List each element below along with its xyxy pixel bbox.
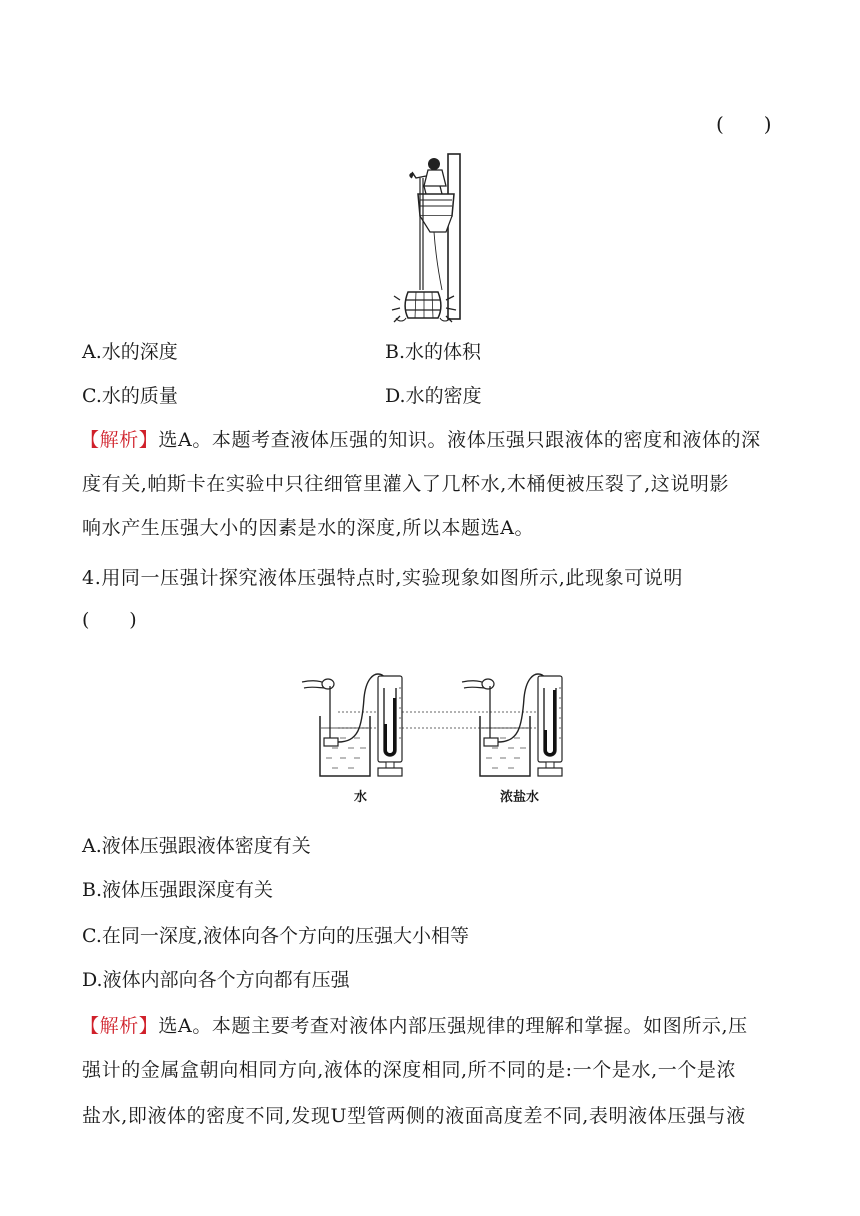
q4-analysis-line-2: 强计的金属盒朝向相同方向,液体的深度相同,所不同的是:一个是水,一个是浓 [82,1059,737,1081]
q3-option-a: A.水的深度 [82,341,178,363]
answer-bracket: ( ) [716,112,772,136]
q4-stem-line-1: 4.用同一压强计探究液体压强特点时,实验现象如图所示,此现象可说明 [82,567,684,589]
q4-analysis-line-1: 【解析】选A。本题主要考查对液体内部压强规律的理解和掌握。如图所示,压 [80,1015,748,1037]
q4-analysis-line-3: 盐水,即液体的密度不同,发现U型管两侧的液面高度差不同,表明液体压强与液 [82,1105,746,1127]
q4-stem-line-2: ( ) [82,609,138,631]
q3-analysis-line-1: 【解析】选A。本题考查液体压强的知识。液体压强只跟液体的密度和液体的深 [80,429,761,451]
q3-option-c: C.水的质量 [82,385,178,407]
right-apparatus [462,674,562,776]
pascal-barrel-figure [390,150,480,325]
analysis-tag: 【解析】 [80,1015,159,1037]
figure-label-water: 水 [354,790,368,805]
q4-option-c: C.在同一深度,液体向各个方向的压强大小相等 [82,925,469,947]
left-apparatus [302,674,402,776]
figure-label-brine: 浓盐水 [500,790,540,805]
q3-analysis-line-3: 响水产生压强大小的因素是水的深度,所以本题选A。 [82,517,535,539]
q4-option-b: B.液体压强跟深度有关 [82,879,274,901]
q3-analysis-line-2: 度有关,帕斯卡在实验中只往细管里灌入了几杯水,木桶便被压裂了,这说明影 [82,473,730,495]
q4-option-a: A.液体压强跟液体密度有关 [82,835,311,857]
analysis-tag: 【解析】 [80,429,159,451]
pressure-gauge-figure [298,668,568,790]
q3-option-b: B.水的体积 [385,341,482,363]
q3-option-d: D.水的密度 [385,385,482,407]
q4-option-d: D.液体内部向各个方向都有压强 [82,969,350,991]
